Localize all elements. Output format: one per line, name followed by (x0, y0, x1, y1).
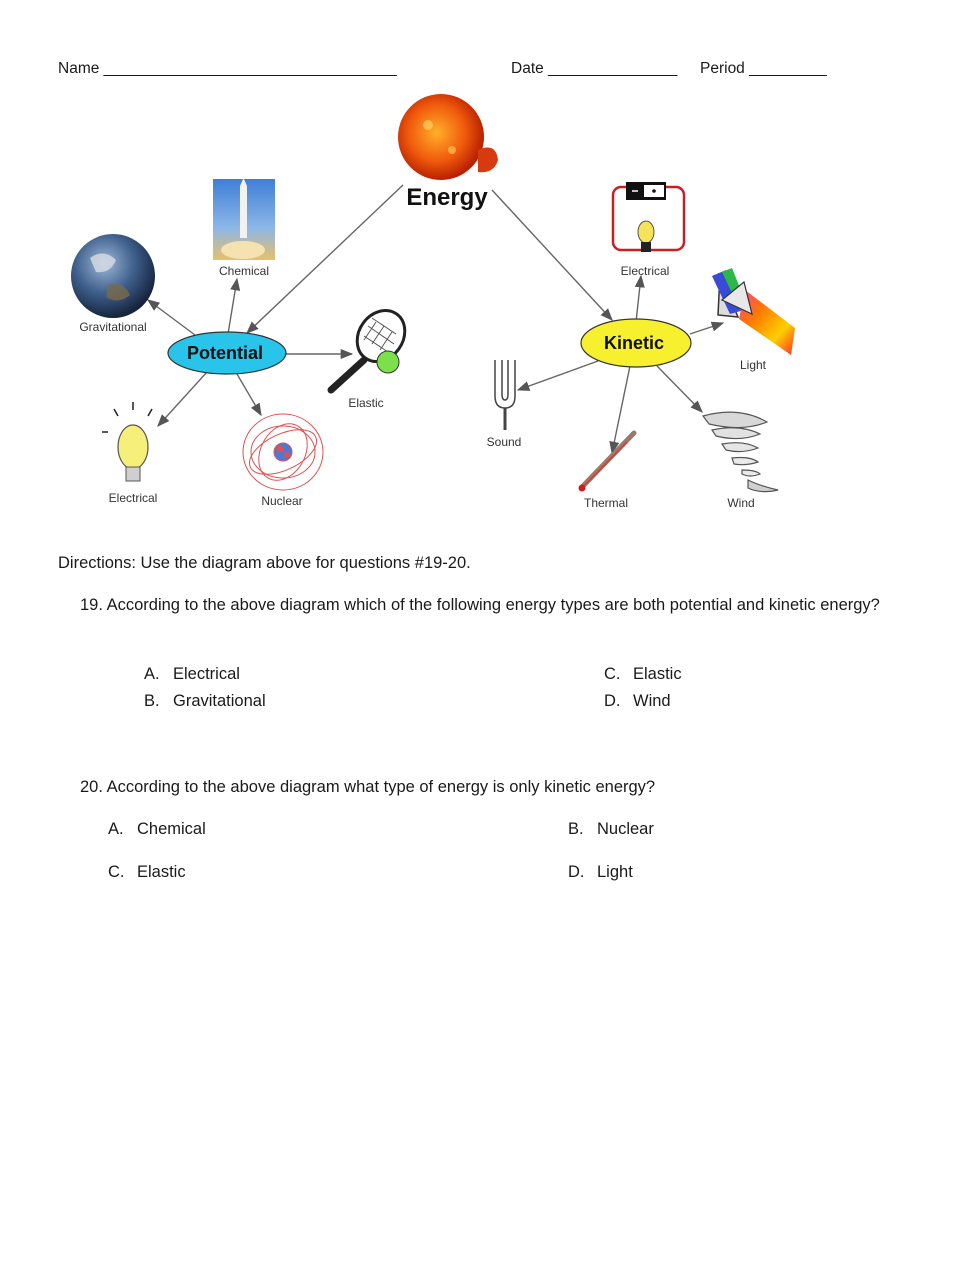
option-text: Elastic (633, 665, 682, 683)
option-letter: B. (144, 692, 160, 710)
kinetic-thermal-label: Thermal (583, 496, 629, 510)
option-text: Light (597, 863, 633, 881)
q20-option-a[interactable] (108, 820, 206, 839)
potential-label: Potential (186, 343, 264, 363)
kinetic-wind-label: Wind (727, 496, 755, 510)
option-letter: D. (568, 863, 585, 881)
tennis-racket-icon (331, 301, 415, 390)
kinetic-label: Kinetic (603, 333, 665, 353)
option-text: Elastic (137, 863, 186, 881)
option-letter: B. (568, 820, 584, 838)
q19-option-a[interactable] (144, 665, 240, 684)
question-20-text: 20. According to the above diagram what type of energy is only kinetic energy? (80, 778, 656, 796)
q20-option-c[interactable] (108, 863, 186, 882)
circuit-icon (613, 182, 684, 252)
kinetic-electrical-label: Electrical (620, 264, 670, 278)
light-bulb-icon (102, 402, 152, 481)
option-text: Electrical (173, 665, 240, 683)
potential-chemical-label: Chemical (218, 264, 270, 278)
name-field[interactable]: Name __________________________________ (58, 60, 397, 77)
q19-option-c[interactable] (604, 665, 682, 684)
option-text: Chemical (137, 820, 206, 838)
kinetic-node (581, 319, 691, 367)
rocket-icon (213, 178, 275, 260)
option-letter: C. (108, 863, 125, 881)
option-text: Gravitational (173, 692, 266, 710)
potential-gravitational-label: Gravitational (79, 320, 147, 334)
option-letter: A. (108, 820, 124, 838)
option-text: Nuclear (597, 820, 654, 838)
q20-option-b[interactable] (568, 820, 654, 839)
potential-nuclear-label: Nuclear (261, 494, 303, 508)
question-19-text: 19. According to the above diagram which of the following energy types are both potential and kinetic energy? (80, 596, 880, 614)
prism-light-icon (712, 268, 795, 355)
option-letter: C. (604, 665, 621, 683)
energy-root-label: Energy (406, 184, 488, 211)
option-text: Wind (633, 692, 671, 710)
potential-elastic-label: Elastic (348, 396, 384, 410)
potential-node (168, 332, 286, 374)
q19-option-b[interactable] (144, 692, 266, 711)
earth-icon (71, 234, 155, 318)
energy-concept-map (0, 90, 979, 530)
period-field[interactable]: Period _________ (700, 60, 827, 77)
option-letter: D. (604, 692, 621, 710)
q19-option-d[interactable] (604, 692, 671, 711)
potential-electrical-label: Electrical (108, 491, 158, 505)
kinetic-light-label: Light (739, 358, 767, 372)
directions-text: Directions: Use the diagram above for questions #19-20. (58, 554, 471, 572)
sun-icon (398, 94, 498, 180)
q20-option-d[interactable] (568, 863, 633, 882)
atom-icon (243, 414, 323, 490)
tornado-icon (703, 412, 778, 491)
tuning-fork-icon (495, 360, 515, 430)
thermometer-icon (579, 433, 635, 492)
option-letter: A. (144, 665, 160, 683)
date-field[interactable]: Date _______________ (511, 60, 678, 77)
kinetic-sound-label: Sound (486, 435, 522, 449)
